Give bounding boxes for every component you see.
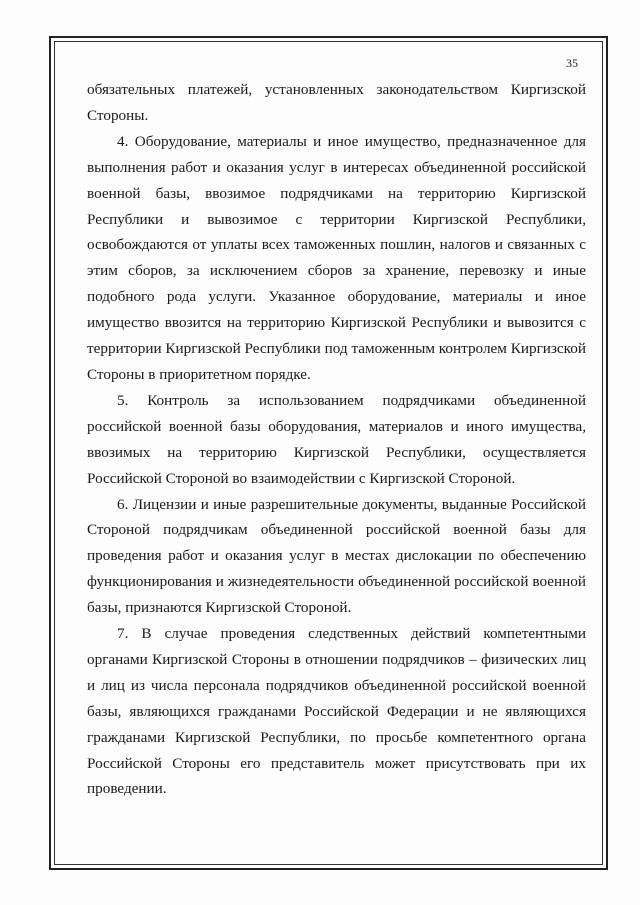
paragraph-item-7: 7. В случае проведения следственных действий компетентными органами Киргизской Стороны в отношении подрядчиков – физических лиц и лиц из числа персонала подрядчиков объединенной российской военной базы, являющихся гражданами Российской Федерации и не являющихся гражданами Киргизской Республики, по просьбе компетентного органа Российской Стороны его представитель может присутствовать при их проведении. [87,625,586,798]
document-body [87,77,586,802]
paragraph-item-6: 6. Лицензии и иные разрешительные документы, выданные Российской Стороной подрядчикам объединенной российской военной базы для проведения работ и оказания услуг в местах дислокации по обеспечению функционирования и жизнедеятельности объединенной российской военной базы, признаются Киргизской Стороной. [87,495,586,617]
page-number: 35 [566,56,578,70]
paragraph-item-5: 5. Контроль за использованием подрядчиками объединенной российской военной базы оборудования, материалов и иного имущества, ввозимых на территорию Киргизской Республики, осуществляется Российской Стороной во взаимодействии с Киргизской Стороной. [87,391,586,487]
paragraph-item-4: 4. Оборудование, материалы и иное имущество, предназначенное для выполнения работ и оказания услуг в интересах объединенной российской военной базы, ввозимое подрядчиками на территорию Киргизской Республики и вывозимое с территории Киргизской Республики, освобождаются от уплаты всех таможенных пошлин, налогов и связанных с этим сборов, за исключением сборов за хранение, перевозку и иные подобного рода услуги. Указанное оборудование, материалы и иное имущество ввозится на территорию Киргизской Республики и вывозится с территории Киргизской Республики под таможенным контролем Киргизской Стороны в приоритетном порядке. [87,132,586,383]
paragraph-continuation: обязательных платежей, установленных законодательством Киргизской Стороны. [87,81,586,124]
